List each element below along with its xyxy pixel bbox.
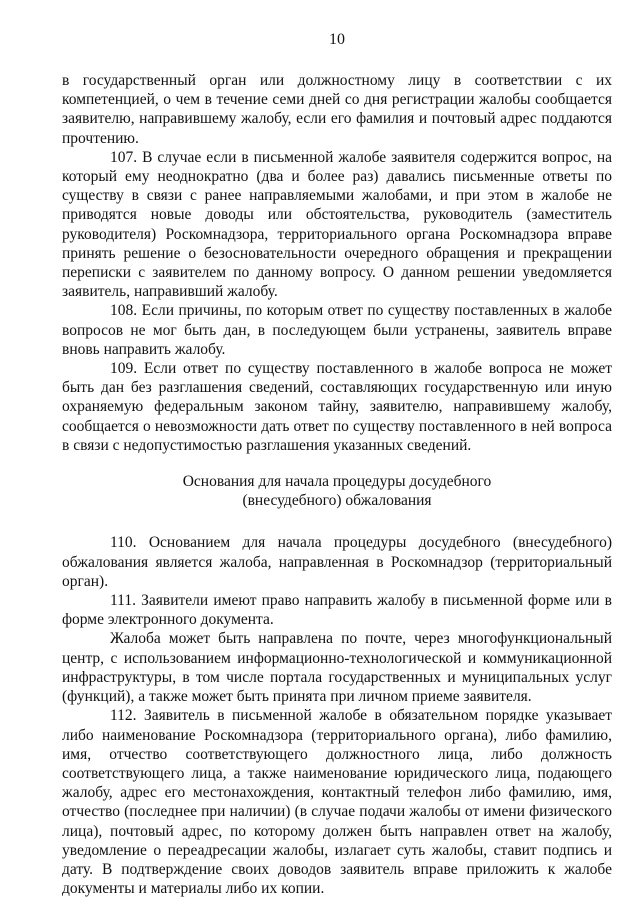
paragraphs-bottom — [62, 533, 612, 898]
paragraph-108: 108. Если причины, по которым ответ по существу поставленных в жалобе вопросов не мог быть дан, в последующем были устранены, заявитель вправе вновь направить жалобу. — [62, 302, 612, 358]
paragraph-110: 110. Основанием для начала процедуры досудебного (внесудебного) обжалования является жалоба, направленная в Роскомнадзор (территориальный орган). — [62, 534, 612, 590]
document-page — [62, 30, 612, 898]
paragraph-107: 107. В случае если в письменной жалобе заявителя содержится вопрос, на который ему неоднократно (два и более раз) давались письменные ответы по существу в связи с ранее направляемыми жалобами, и при этом в жалобе не приводятся новые доводы или обстоятельства, руководитель (заместитель руководителя) Роскомнадзора, территориального органа Роскомнадзора вправе принять решение о безосновательности очередного обращения и прекращении переписки с заявителем по данному вопросу. О данном решении уведомляется заявитель, направивший жалобу. — [62, 148, 612, 301]
paragraph-112: 112. Заявитель в письменной жалобе в обязательном порядке указывает либо наименование Роскомнадзора (территориального органа), либо фамилию, имя, отчество соответствующего должностного лица, либо должность соответствующего лица, а также наименование юридического лица, подающего жалобу, адрес его местонахождения, контактный телефон либо фамилию, имя, отчество (последнее при наличии) (в случае подачи жалобы от имени физического лица), почтовый адрес, по которому должен быть направлен ответ на жалобу, уведомление о переадресации жалобы, излагает суть жалобы, ставит подпись и дату. В подтверждение своих доводов заявитель вправе приложить к жалобе документы и материалы либо их копии. — [62, 707, 612, 898]
page-number: 10 — [329, 31, 345, 48]
paragraph-continuation: в государственный орган или должностному лицу в соответствии с их компетенцией, о чем в течение семи дней со дня регистрации жалобы сообщается заявителю, направившему жалобу, если его фамилия и почтовый адрес поддаются прочтению. — [62, 72, 612, 147]
paragraphs-top — [62, 71, 612, 455]
paragraph-109: 109. Если ответ по существу поставленного в жалобе вопроса не может быть дан без разглашения сведений, составляющих государственную или иную охраняемую федеральным законом тайну, заявителю, направившему жалобу, сообщается о невозможности дать ответ по существу поставленного в ней вопроса в связи с недопустимостью разглашения указанных сведений. — [62, 360, 612, 454]
section-title-line-1: Основания для начала процедуры досудебного — [182, 473, 492, 491]
section-title — [62, 472, 612, 510]
paragraph-111-continuation: Жалоба может быть направлена по почте, через многофункциональный центр, с использованием информационно-технологической и коммуникационной инфраструктуры, в том числе портала государственных и муниципальных услуг (функций), а также может быть принята при личном приеме заявителя. — [62, 630, 612, 706]
paragraph-111: 111. Заявители имеют право направить жалобу в письменной форме или в форме электронного документа. — [62, 592, 612, 629]
section-title-line-2: (внесудебного) обжалования — [242, 492, 432, 510]
